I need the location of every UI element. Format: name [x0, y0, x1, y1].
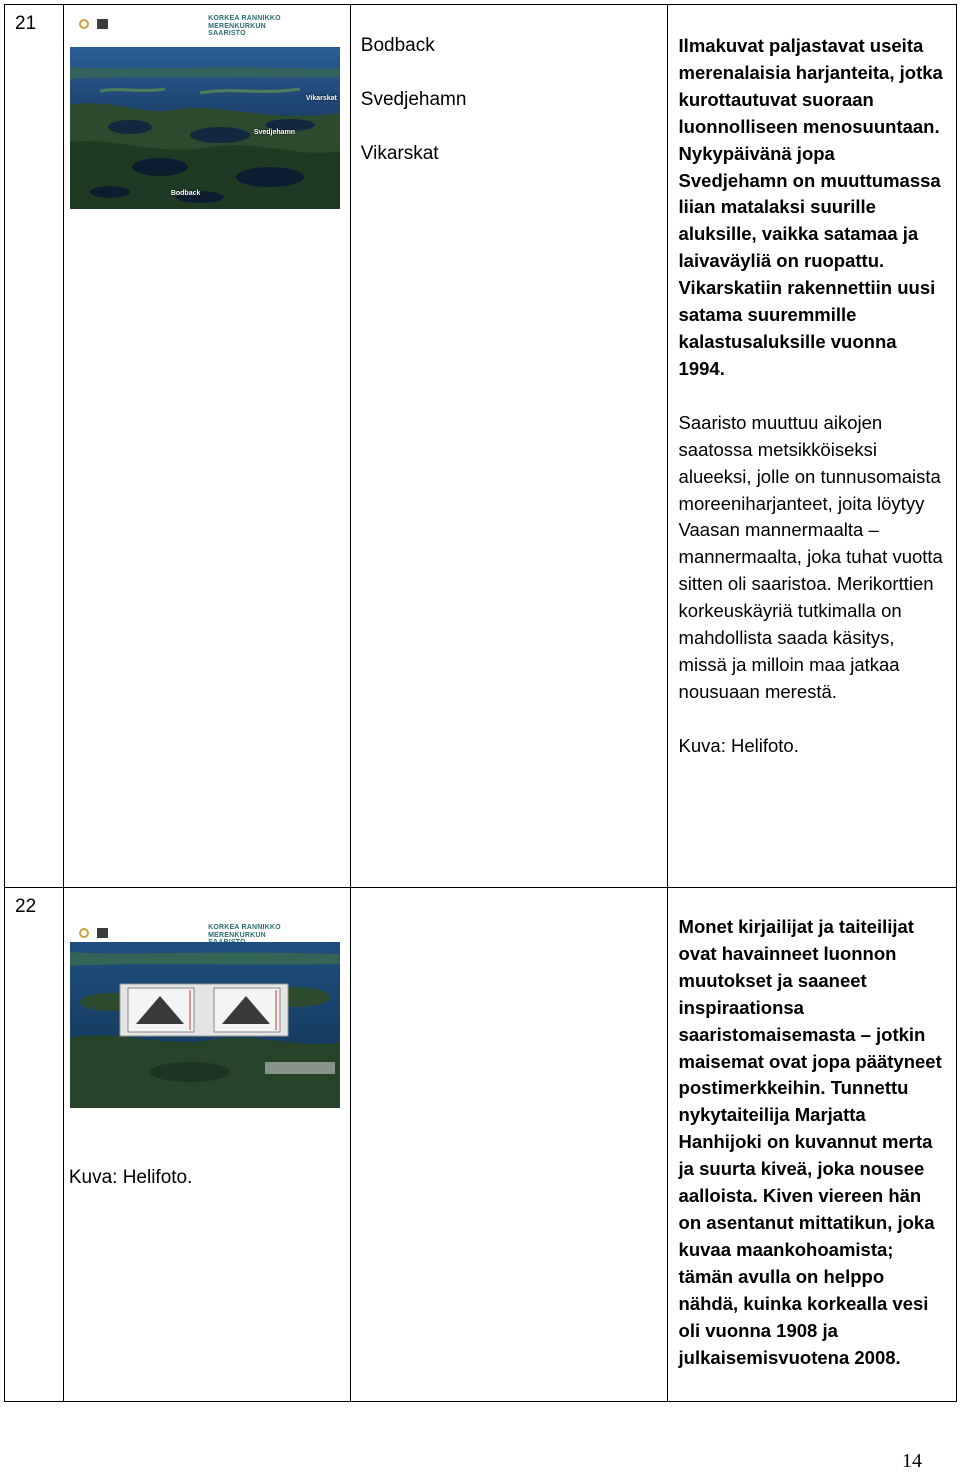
- place-names-cell: [350, 888, 667, 1402]
- slide-thumbnail: [69, 11, 345, 221]
- place-names: [351, 5, 667, 181]
- row-number: 22: [15, 896, 37, 917]
- slide-thumbnail: [69, 920, 345, 1153]
- slide-header: [69, 11, 345, 47]
- row-number: 21: [15, 13, 37, 34]
- content-table: [4, 4, 957, 1402]
- page-number: 14: [902, 1450, 922, 1472]
- photo-label-bodback: Bodback: [170, 190, 201, 197]
- slide-cell: [63, 888, 350, 1402]
- description-cell: [667, 888, 956, 1402]
- description-normal: Saaristo muuttuu aikojen saatossa metsikköiseksi alueeksi, jolle on tunnusomaista moreeniharjanteet, joita löytyy Vaasan mannermaalta – mannermaalta, joka tuhat vuotta sitten oli saaristoa. Merikorttien korkeuskäyriä tutkimalla on mahdollista saada käsitys, missä ja milloin maa jatkaa nousuaan merestä.: [678, 411, 943, 702]
- place-name: Bodback: [360, 35, 435, 56]
- row-number-cell: [5, 5, 64, 888]
- compass-logo-icon: [79, 928, 89, 938]
- unesco-temple-icon: [97, 19, 108, 29]
- description-bold: Monet kirjailijat ja taiteilijat ovat havainneet luonnon muutokset ja saaneet inspiraationsa saaristomaisemasta – jotkin maisemat ovat jopa päätyneet postimerkkeihin. Tunnettu nykytaiteilija Marjatta Hanhijoki on kuvannut merta ja suurta kiveä, joka nousee aalloista. Kiven viereen hän on asentanut mittatikun, joka kuvaa maankohoamista; tämän avulla on helppo nähdä, kuinka korkealla vesi oli vuonna 1908 ja julkaisemisvuotena 2008.: [678, 916, 942, 1368]
- unesco-temple-icon: [97, 928, 108, 938]
- slide-brand: KORKEA RANNIKKO MERENKURKUN SAARISTO: [208, 15, 281, 37]
- slide-brand: KORKEA RANNIKKO MERENKURKUN: [208, 924, 281, 939]
- photo-label-vikarskat: Vikarskat: [305, 95, 337, 102]
- row-number-cell: [5, 888, 64, 1402]
- place-name: Svedjehamn: [360, 89, 467, 110]
- description-bold: Ilmakuvat paljastavat useita merenalaisia harjanteita, jotka kurottautuvat suoraan luonnolliseen menosuuntaan. Nykypäivänä jopa Svedjehamn on muuttumassa liian matalaksi suurille aluksille, vaikka satamaa ja laivaväyliä on ruopattu. Vikarskatiin rakennettiin uusi satama suuremmille kalastusaluksille vuonna 1994.: [678, 35, 943, 379]
- table-row: [5, 5, 957, 888]
- photo-label-svedjehamn: Svedjehamn: [253, 129, 296, 136]
- photo-credit: Kuva: Helifoto.: [678, 734, 799, 756]
- slide-cell: [63, 5, 350, 888]
- table-row: [5, 888, 957, 1402]
- description: [668, 5, 956, 772]
- place-names-cell: [350, 5, 667, 888]
- photo-credit: Kuva: Helifoto.: [68, 1167, 193, 1188]
- aerial-photo: [70, 47, 340, 209]
- place-name: Vikarskat: [360, 143, 439, 164]
- description-cell: [667, 5, 956, 888]
- stamp-photo: [70, 942, 340, 1108]
- compass-logo-icon: [79, 19, 89, 29]
- description: [668, 888, 956, 1383]
